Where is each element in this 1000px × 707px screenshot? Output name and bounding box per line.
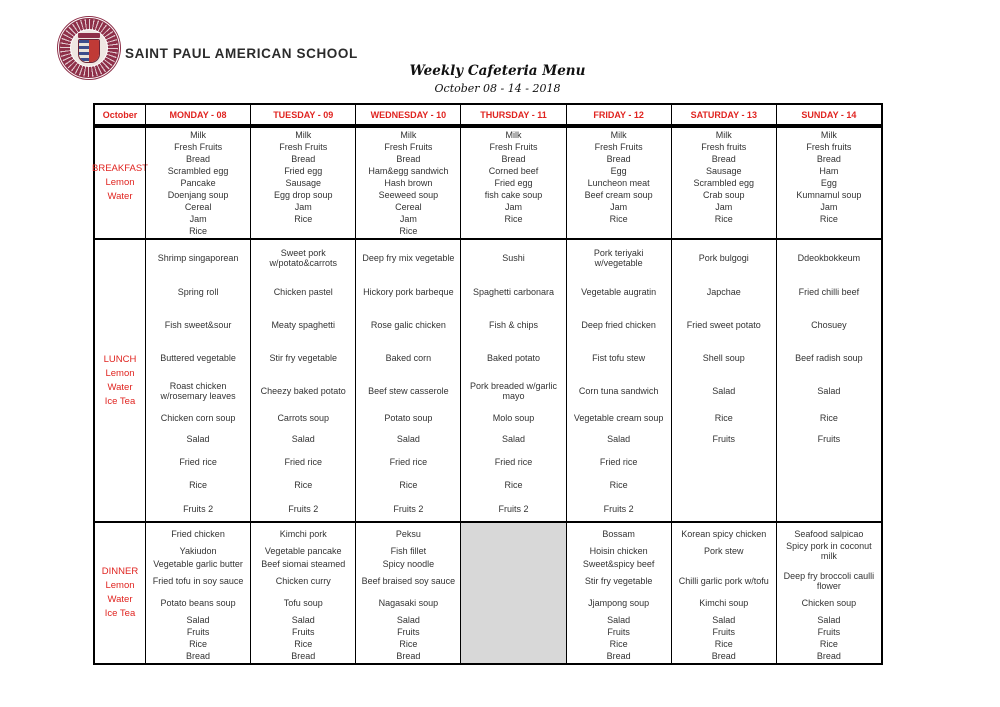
menu-item <box>461 557 565 570</box>
menu-item: Salad <box>607 434 631 444</box>
menu-item: Spaghetti carbonara <box>472 286 555 297</box>
menu-item <box>251 225 355 237</box>
menu-item: Spring roll <box>177 286 219 297</box>
menu-item: fish cake soup <box>484 190 543 200</box>
menu-item: Rice <box>294 214 313 224</box>
menu-item: Salad <box>396 434 420 444</box>
menu-item: Fresh fruits <box>701 142 747 152</box>
menu-item <box>461 614 565 626</box>
menu-item: Fried rice <box>284 456 322 467</box>
menu-item: Deep fried chicken <box>581 320 656 330</box>
menu-item: Rice <box>189 639 208 649</box>
lunch-row <box>95 238 881 521</box>
menu-item: Salad <box>817 385 841 396</box>
table-header-row <box>95 105 881 126</box>
menu-item: Milk <box>715 130 732 140</box>
menu-item: Sushi <box>502 253 525 263</box>
menu-item: Luncheon meat <box>587 178 650 188</box>
menu-item: Spicy pork in coconut milk <box>786 540 872 561</box>
menu-item: Salad <box>501 434 525 444</box>
menu-item: Pancake <box>180 178 216 188</box>
menu-item: Cereal <box>184 202 212 212</box>
menu-item: Sausage <box>285 178 321 188</box>
menu-item: Rice <box>399 480 418 490</box>
menu-item: Fried tofu in soy sauce <box>152 576 244 586</box>
menu-item: Molo soup <box>492 413 535 423</box>
menu-item: Chicken curry <box>275 576 331 586</box>
menu-item: Jam <box>610 202 628 212</box>
menu-item: Salad <box>607 615 631 625</box>
seal-shield-icon <box>78 39 100 63</box>
menu-item: Stir fry vegetable <box>584 576 653 586</box>
school-name: SAINT PAUL AMERICAN SCHOOL <box>125 46 358 61</box>
lunch-day-5-cell <box>671 240 776 521</box>
menu-item: Seafood salpicao <box>794 529 864 539</box>
menu-item: Fried chicken <box>171 529 225 539</box>
dinner-day-4-cell <box>566 523 671 663</box>
menu-item: Roast chicken w/rosemary leaves <box>160 380 236 401</box>
breakfast-day-6-cell <box>776 128 881 238</box>
menu-item <box>672 557 776 570</box>
menu-item: Peksu <box>395 529 421 539</box>
dinner-row <box>95 521 881 663</box>
menu-item: Hash brown <box>384 178 433 188</box>
menu-item: Beef stew casserole <box>368 385 449 396</box>
menu-item: Jjampong soup <box>588 598 650 608</box>
menu-item: Nagasaki soup <box>378 598 439 608</box>
menu-item: Salad <box>291 434 315 444</box>
menu-item: Rice <box>504 480 523 490</box>
menu-item: Vegetable cream soup <box>573 413 664 423</box>
menu-item: Fried egg <box>494 178 533 188</box>
dinner-day-6-cell <box>776 523 881 663</box>
menu-item: Rice <box>609 639 628 649</box>
menu-item: Sweet&spicy beef <box>582 558 655 569</box>
menu-item: Beef braised soy sauce <box>361 576 456 586</box>
day-header-3: THURSDAY - 11 <box>460 105 565 124</box>
seal-center <box>70 29 108 67</box>
corner-cell: October <box>102 109 138 120</box>
menu-item: Bread <box>186 154 211 164</box>
menu-item <box>461 638 565 650</box>
menu-item: Fresh Fruits <box>594 142 643 152</box>
menu-item: Japchae <box>706 286 741 297</box>
breakfast-row <box>92 126 881 238</box>
menu-item: Rice <box>714 214 733 224</box>
menu-item <box>777 473 881 497</box>
breakfast-day-0-cell <box>145 128 250 238</box>
menu-item: Tofu soup <box>283 598 323 608</box>
menu-item: Bread <box>816 651 841 661</box>
school-seal-icon <box>57 16 121 80</box>
menu-item: Rice <box>189 480 208 490</box>
day-header-1: TUESDAY - 09 <box>250 105 355 124</box>
menu-item <box>672 473 776 497</box>
menu-item: Deep fry broccoli caulli flower <box>783 571 875 591</box>
menu-item: Salad <box>396 615 420 625</box>
menu-item: Jam <box>189 214 207 224</box>
menu-item <box>461 650 565 662</box>
menu-item: Ham <box>819 166 839 176</box>
menu-item: Milk <box>820 130 837 140</box>
menu-item: Fried rice <box>599 456 638 467</box>
menu-item: Fruits 2 <box>183 503 214 514</box>
menu-item: Egg <box>610 166 627 176</box>
menu-item: Salad <box>186 615 210 625</box>
menu-item: Fried rice <box>389 456 428 467</box>
menu-item: Rice <box>714 413 733 423</box>
dinner-day-0-cell <box>145 523 250 663</box>
menu-item: Bread <box>396 651 421 661</box>
menu-item: Korean spicy chicken <box>681 529 767 539</box>
menu-item: Bossam <box>602 529 635 539</box>
menu-item: Sausage <box>706 166 742 176</box>
menu-item <box>461 524 565 544</box>
menu-item: Fresh fruits <box>806 142 852 152</box>
lunch-day-4-cell <box>566 240 671 521</box>
menu-item: Fried sweet potato <box>686 320 761 330</box>
menu-item: Beef cream soup <box>584 190 653 200</box>
dinner-day-2-cell <box>355 523 460 663</box>
menu-item: Rice <box>399 639 418 649</box>
menu-item: Milk <box>505 130 522 140</box>
breakfast-label: BREAKFAST Lemon Water <box>92 163 148 202</box>
menu-item: Fruits <box>186 627 210 637</box>
menu-item: Bread <box>396 154 421 164</box>
menu-item: Pork breaded w/garlic mayo <box>469 380 558 401</box>
title-block <box>375 63 620 95</box>
lunch-label: LUNCH Lemon Water Ice Tea <box>103 353 137 407</box>
menu-item <box>777 450 881 473</box>
breakfast-day-5-cell <box>671 128 776 238</box>
breakfast-day-4-cell <box>566 128 671 238</box>
menu-item: Salad <box>186 434 210 444</box>
menu-item: Bread <box>711 154 736 164</box>
menu-item: Potato beans soup <box>160 598 236 608</box>
menu-item: Doenjang soup <box>167 190 229 200</box>
menu-item: Fresh Fruits <box>279 142 328 152</box>
dinner-label: DINNER Lemon Water Ice Tea <box>101 566 139 619</box>
menu-item: Salad <box>712 615 736 625</box>
menu-item: Corn tuna sandwich <box>578 385 659 396</box>
menu-item <box>461 544 565 557</box>
menu-item: Rice <box>189 226 208 236</box>
menu-item: Baked potato <box>486 352 541 363</box>
lunch-day-6-cell <box>776 240 881 521</box>
dinner-day-3-cell <box>460 523 565 663</box>
menu-item: Rice <box>294 639 313 649</box>
menu-item: Chicken corn soup <box>160 413 236 423</box>
menu-table <box>93 103 883 665</box>
menu-item: Chosuey <box>811 320 847 330</box>
menu-item: Chicken soup <box>801 598 857 608</box>
menu-item: Beef radish soup <box>795 352 863 363</box>
menu-item: Kimchi pork <box>279 529 327 539</box>
menu-item: Rose galic chicken <box>370 320 446 330</box>
menu-item: Milk <box>295 130 312 140</box>
menu-item: Fruits <box>817 434 841 444</box>
menu-item <box>461 570 565 592</box>
menu-item: Corned beef <box>488 166 539 176</box>
menu-item: Bread <box>816 154 841 164</box>
menu-item: Kumnamul soup <box>796 190 862 200</box>
menu-item: Bread <box>711 651 736 661</box>
menu-item: Fruits 2 <box>498 503 529 514</box>
menu-item: Fruits <box>712 434 736 444</box>
menu-item: Bread <box>186 651 211 661</box>
menu-item: Bread <box>291 154 316 164</box>
menu-item: Milk <box>610 130 627 140</box>
menu-item: Ham&egg sandwich <box>368 166 449 176</box>
menu-item: Cheezy baked potato <box>260 385 346 396</box>
menu-item: Jam <box>715 202 733 212</box>
menu-item: Spicy noodle <box>382 558 435 569</box>
menu-item: Scrambled egg <box>693 178 755 188</box>
day-header-6: SUNDAY - 14 <box>776 105 881 124</box>
day-header-4: FRIDAY - 12 <box>566 105 671 124</box>
menu-item: Cereal <box>395 202 422 212</box>
menu-item: Fruits <box>397 627 420 637</box>
menu-item: Yakiudon <box>179 545 217 556</box>
menu-item: Rice <box>504 214 523 224</box>
menu-item: Vegetable garlic butter <box>153 558 243 569</box>
menu-item: Baked corn <box>385 352 432 363</box>
menu-item: Buttered vegetable <box>160 352 236 363</box>
menu-item: Fried rice <box>179 456 217 467</box>
menu-item: Fresh Fruits <box>384 142 433 152</box>
menu-item: Vegetable pancake <box>264 545 342 556</box>
menu-item: Seeweed soup <box>378 190 439 200</box>
menu-item: Jam <box>399 214 417 224</box>
dinner-day-5-cell <box>671 523 776 663</box>
menu-item: Fruits <box>712 627 736 637</box>
day-header-5: SATURDAY - 13 <box>671 105 776 124</box>
menu-item: Egg drop soup <box>273 190 333 200</box>
menu-item <box>672 497 776 520</box>
menu-item <box>567 225 671 237</box>
seal-banner <box>78 33 100 38</box>
dinner-day-1-cell <box>250 523 355 663</box>
menu-item: Rice <box>819 413 838 423</box>
menu-item: Chilli garlic pork w/tofu <box>678 576 769 586</box>
menu-item: Shrimp singaporean <box>157 253 239 263</box>
menu-item: Fresh Fruits <box>489 142 538 152</box>
menu-item <box>672 225 776 237</box>
menu-item: Sweet pork w/potato&carrots <box>269 248 337 268</box>
menu-item: Hoisin chicken <box>589 545 648 556</box>
menu-item <box>777 225 881 237</box>
menu-item: Rice <box>609 480 628 490</box>
menu-item: Fried chilli beef <box>798 286 860 297</box>
menu-item: Fruits <box>817 627 841 637</box>
menu-item: Salad <box>291 615 315 625</box>
menu-item: Rice <box>714 639 733 649</box>
menu-item: Jam <box>294 202 312 212</box>
menu-item: Bread <box>606 651 631 661</box>
menu-item: Salad <box>712 385 736 396</box>
menu-item: Jam <box>504 202 522 212</box>
menu-item: Ddeokbokkeum <box>797 253 861 263</box>
breakfast-day-1-cell <box>250 128 355 238</box>
breakfast-day-3-cell <box>460 128 565 238</box>
menu-item: Bread <box>606 154 631 164</box>
menu-item: Fried rice <box>494 456 533 467</box>
menu-item: Carrots soup <box>277 413 329 423</box>
menu-item: Bread <box>501 154 526 164</box>
lunch-day-0-cell <box>145 240 250 521</box>
menu-item: Meaty spaghetti <box>271 320 335 330</box>
menu-item: Deep fry mix vegetable <box>362 253 455 263</box>
menu-item: Bread <box>291 651 316 661</box>
menu-item: Fruits <box>607 627 630 637</box>
menu-item: Rice <box>819 214 838 224</box>
day-header-0: MONDAY - 08 <box>145 105 250 124</box>
menu-item: Pork bulgogi <box>698 253 749 263</box>
menu-item: Salad <box>817 615 841 625</box>
menu-item: Scrambled egg <box>167 166 229 176</box>
menu-item: Fish sweet&sour <box>164 320 232 330</box>
menu-item: Egg <box>820 178 837 188</box>
menu-item <box>461 626 565 638</box>
day-header-2: WEDNESDAY - 10 <box>355 105 460 124</box>
lunch-day-1-cell <box>250 240 355 521</box>
menu-item: Chicken pastel <box>273 286 333 297</box>
menu-item: Kimchi soup <box>699 598 749 608</box>
menu-item: Stir fry vegetable <box>269 352 337 363</box>
menu-item: Rice <box>294 480 313 490</box>
menu-item: Hickory pork barbeque <box>363 286 454 297</box>
breakfast-day-2-cell <box>355 128 460 238</box>
lunch-day-2-cell <box>355 240 460 521</box>
menu-item: Jam <box>820 202 838 212</box>
menu-date-range: October 08 - 14 - 2018 <box>434 82 561 95</box>
menu-item: Pork stew <box>704 545 744 556</box>
menu-item: Fresh Fruits <box>174 142 223 152</box>
menu-item: Beef siomai steamed <box>261 558 346 569</box>
menu-item: Rice <box>819 639 838 649</box>
menu-item: Fish fillet <box>390 545 427 556</box>
menu-item: Fruits 2 <box>393 503 424 514</box>
menu-item <box>777 497 881 520</box>
menu-item: Rice <box>609 214 628 224</box>
menu-item: Rice <box>399 226 418 236</box>
menu-item: Fried egg <box>284 166 323 176</box>
menu-item: Pork teriyaki w/vegetable <box>593 248 644 268</box>
menu-item <box>461 592 565 614</box>
menu-item <box>461 225 565 237</box>
menu-item: Fruits 2 <box>603 503 634 514</box>
menu-item: Fruits 2 <box>288 503 319 514</box>
menu-item: Fish & chips <box>488 320 538 330</box>
menu-title: Weekly Cafeteria Menu <box>409 63 586 79</box>
menu-item: Milk <box>190 130 207 140</box>
menu-item: Potato soup <box>384 413 433 423</box>
menu-item: Vegetable augratin <box>581 286 657 297</box>
menu-item: Fruits <box>291 627 315 637</box>
menu-item <box>777 557 881 570</box>
menu-item: Milk <box>400 130 417 140</box>
menu-item <box>672 450 776 473</box>
menu-item: Fist tofu stew <box>592 352 646 363</box>
menu-item: Crab soup <box>703 190 745 200</box>
menu-item: Shell soup <box>702 352 745 363</box>
lunch-day-3-cell <box>460 240 565 521</box>
